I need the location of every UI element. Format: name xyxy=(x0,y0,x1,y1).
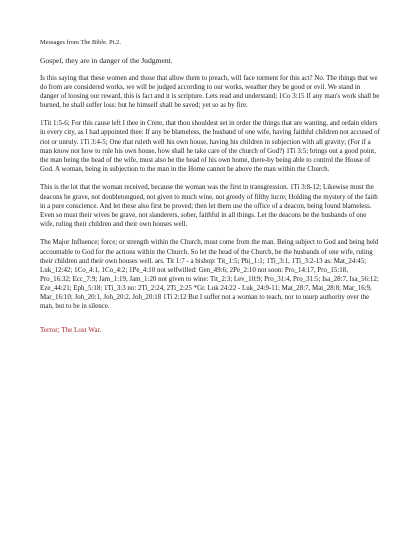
document-header: Messages from The Bible. Pt.2. xyxy=(40,39,121,46)
document-subtitle: Gospel, they are in danger of the Judgment. xyxy=(40,56,173,65)
paragraph-2: 1Tit 1:5-6; For this cause left I thee in Crete, that thou shouldest set in order the things that are wanting, and ordain elders in every city, as I had appointed thee: If any be blameless, the husband of one wife, having faithful children not accused of riot or unruly. 1Ti 3:4-5; One that ruleth well his own house, having his children in subjection with all gravity; (For if a man know not how to rule his own house, how shall he take care of the church of God?) 1Ti 3:5; brings out a good point, the man being the head of the wife, must also be the head of his own home, there-by being able to control the House of God. A woman, being in subjection to the man in the Home cannot be above the man within the Church. xyxy=(40,119,380,173)
document-page xyxy=(40,39,380,335)
paragraph-4: The Major Influence; force; or strength within the Church, must come from the man. Being subject to God and being held accountable to God for the actions within the Church. So let the head of the Church, be the husbands of one wife, ruling their children and their own houses well. ars. Tit 1:7 - a bishop: Tit_1:5; Phi_1:1; 1Ti_3:1, 1Ti_3:2-13 as: Mat_24:45; Luk_12:42; 1Co_4:1, 1Co_4:2; 1Pe_4:10 not selfwilled: Gen_49:6; 2Pe_2:10 not soon: Pro_14:17, Pro_15:18, Pro_16:32; Ecc_7:9; Jam_1:19, Jam_1:20 not given to wine: Tit_2:3; Lev_10:9; Pro_31:4, Pro_31:5; Isa_28:7, Isa_56:12; Eze_44:21; Eph_5:18; 1Ti_3:3 no: 2Ti_2:24, 2Ti_2:25 *Gr. Luk 24:22 - Luk_24:9-11; Mat_28:7, Mat_28:8; Mar_16:9, Mar_16:10; Joh_20:1, Joh_20:2, Joh_20:18 1Ti 2:12 But I suffer not a woman to teach, nor to usurp authority over the man, but to be in silence. xyxy=(40,238,379,311)
next-article-link[interactable]: Terror; The Lost War. xyxy=(40,326,102,335)
paragraph-1: Is this saying that these women and those that allow them to preach, will face torment for this act? No. The things that we do from are considered works, we will be judged according to our works, weather they be good or evil. We stand in danger of loosing our reward, this is fact and it is scripture. Lets read and understand; 1Co 3:15 If any man's work shall be burned, he shall suffer loss: but he himself shall be saved; yet so as by fire. xyxy=(40,73,380,109)
paragraph-3: This is the lot that the woman received, because the woman was the first in transgression. 1Ti 3:8-12; Likewise must the deacons be grave, not doubletongued, not given to much wine, not greedy of filthy lucre; Holding the mystery of the faith in a pure conscience. And let these also first be proved; then let them use the office of a deacon, being found blameless. Even so must their wives be grave, not slanderers, sober, faithful in all things. Let the deacons be the husbands of one wife, ruling their children and their own houses well. xyxy=(40,183,378,228)
